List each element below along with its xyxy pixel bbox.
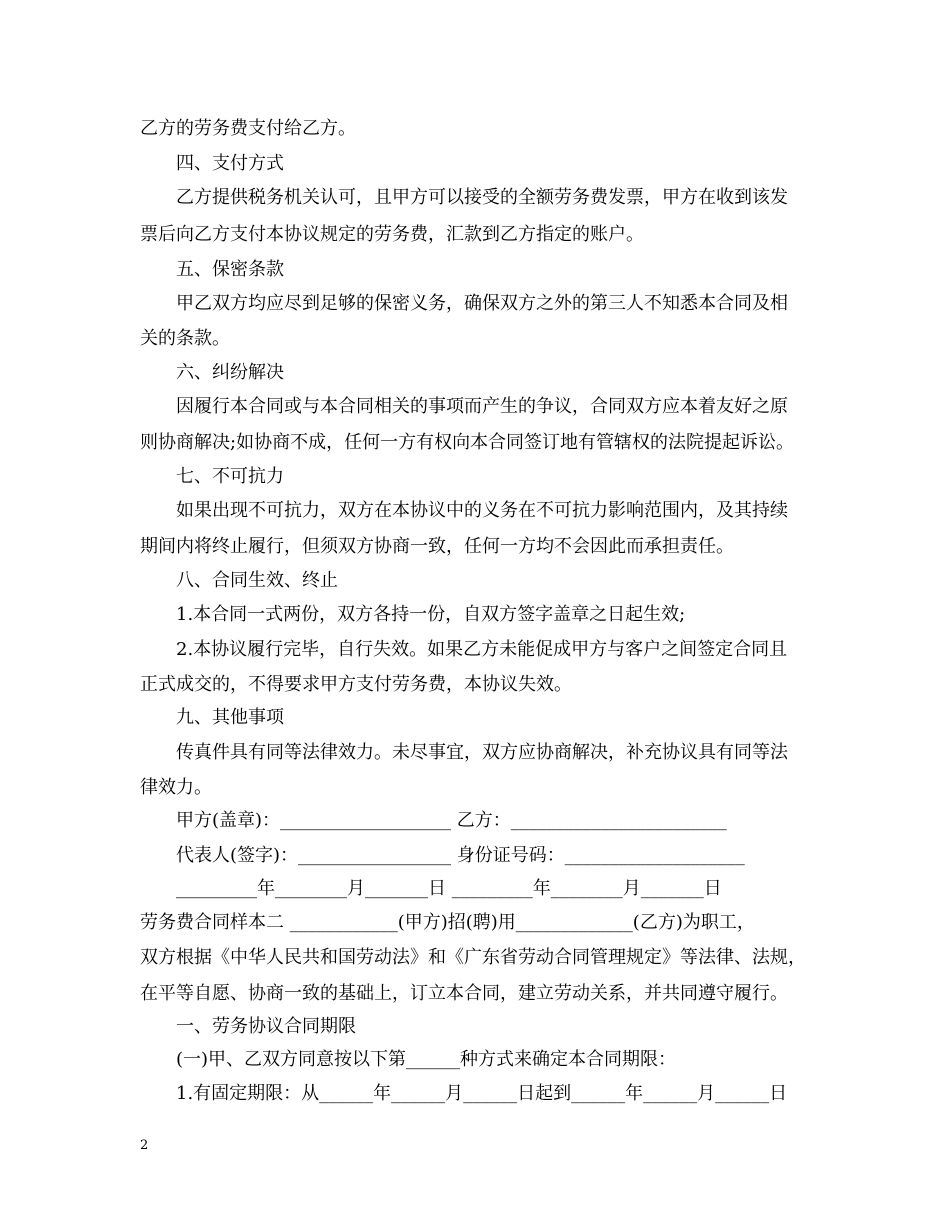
- text-line: 2.本协议履行完毕，自行失效。如果乙方未能促成甲方与客户之间签定合同且: [176, 639, 788, 660]
- section-heading: 七、不可抗力: [176, 466, 284, 487]
- text-line: 票后向乙方支付本协议规定的劳务费，汇款到乙方指定的账户。: [140, 224, 644, 245]
- text-line: 因履行本合同或与本合同相关的事项而产生的争议，合同双方应本着友好之原: [176, 396, 788, 417]
- section-heading: 八、合同生效、终止: [176, 570, 338, 591]
- text-line: 双方根据《中华人民共和国劳动法》和《广东省劳动合同管理规定》等法律、法规，: [140, 947, 806, 968]
- text-line: 正式成交的，不得要求甲方支付劳务费，本协议失效。: [140, 674, 572, 695]
- date-line: _________年________月_______日 _________年________月_______日: [176, 878, 722, 899]
- signature-line: 甲方(盖章)：___________________ 乙方：________________________: [176, 810, 727, 831]
- section-heading: 五、保密条款: [176, 259, 284, 280]
- text-line: 传真件具有同等法律效力。未尽事宜，双方应协商解决，补充协议具有同等法: [176, 742, 788, 763]
- section-heading: 九、其他事项: [176, 707, 284, 728]
- text-line: 甲乙双方均应尽到足够的保密义务，确保双方之外的第三人不知悉本合同及相: [176, 293, 788, 314]
- section-heading: 六、纠纷解决: [176, 362, 284, 383]
- text-line: 1.本合同一式两份，双方各持一份，自双方签字盖章之日起生效;: [176, 604, 686, 625]
- text-line: 在平等自愿、协商一致的基础上，订立本合同，建立劳动关系，并共同遵守履行。: [140, 983, 788, 1004]
- text-line: (一)甲、乙双方同意按以下第______种方式来确定本合同期限：: [176, 1049, 677, 1070]
- text-line: 期间内将终止履行，但须双方协商一致，任何一方均不会因此而承担责任。: [140, 536, 734, 557]
- text-line: 如果出现不可抗力，双方在本协议中的义务在不可抗力影响范围内，及其持续: [176, 500, 788, 521]
- text-line: 律效力。: [140, 777, 212, 798]
- section-heading: 四、支付方式: [176, 153, 284, 174]
- text-line: 关的条款。: [140, 328, 230, 349]
- text-line: 乙方的劳务费支付给乙方。: [140, 118, 356, 139]
- section-heading: 一、劳务协议合同期限: [176, 1016, 356, 1037]
- text-line: 1.有固定期限：从______年______月______日起到______年______月______日: [176, 1083, 788, 1104]
- page-number: 2: [140, 1138, 149, 1153]
- signature-line: 代表人(签字)：_________________ 身份证号码：____________________: [176, 845, 745, 866]
- text-line: 乙方提供税务机关认可，且甲方可以接受的全额劳务费发票，甲方在收到该发: [176, 187, 788, 208]
- text-line: 则协商解决;如协商不成，任何一方有权向本合同签订地有管辖权的法院提起诉讼。: [140, 432, 795, 453]
- text-line: 劳务费合同样本二 ____________(甲方)招(聘)用_____________(乙方)为职工，: [140, 912, 755, 933]
